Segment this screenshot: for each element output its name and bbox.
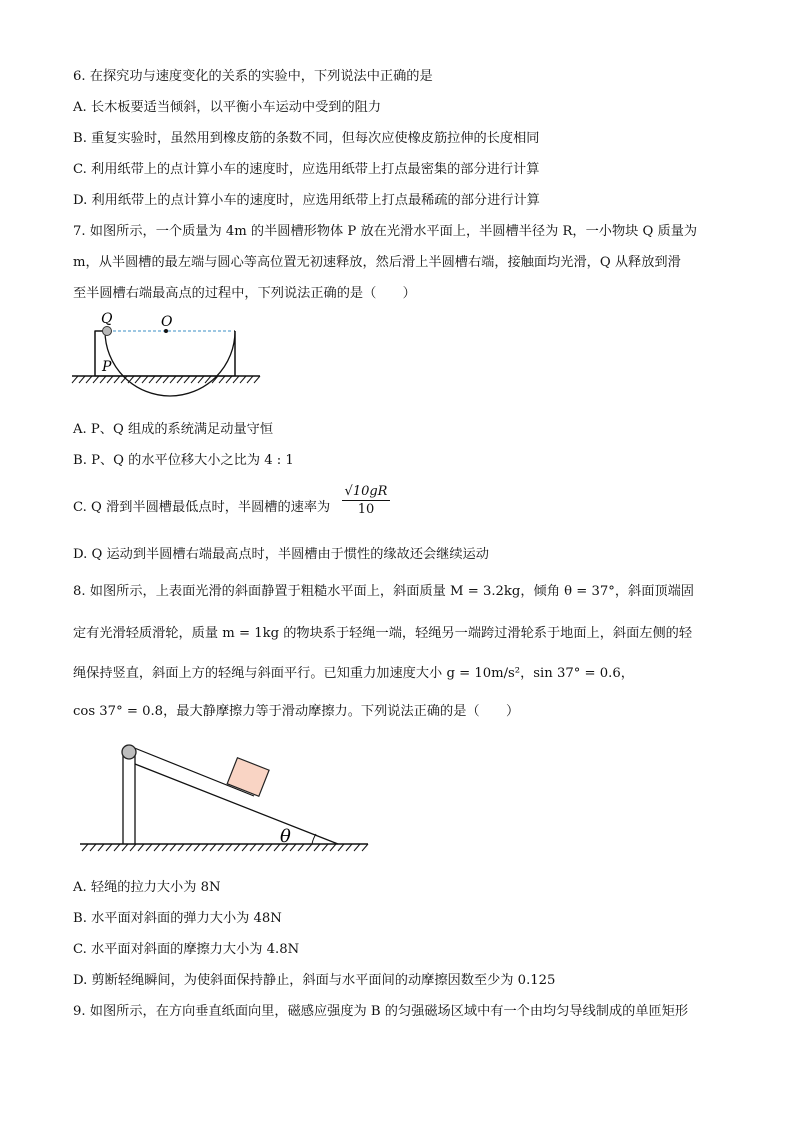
q8-option-b[interactable]: B. 水平面对斜面的弹力大小为 48N xyxy=(73,911,282,926)
ground-hatch-mark xyxy=(130,844,136,851)
q7-semicircle-trough-figure xyxy=(70,305,270,410)
ground-hatch-mark xyxy=(100,376,106,383)
q6-option-c[interactable]: C. 利用纸带上的点计算小车的速度时，应选用纸带上打点最密集的部分进行计算 xyxy=(73,162,540,177)
ground-hatch-mark xyxy=(226,844,232,851)
ground-hatch-mark xyxy=(186,844,192,851)
ground-hatch-mark xyxy=(184,376,190,383)
q8-stem-line-1: 8. 如图所示，上表面光滑的斜面静置于粗糙水平面上，斜面质量 M = 3.2kg，倾角 θ = 37°，斜面顶端固 xyxy=(73,584,694,599)
q6-option-d[interactable]: D. 利用纸带上的点计算小车的速度时，应选用纸带上打点最稀疏的部分进行计算 xyxy=(73,193,540,208)
ground-hatch-mark xyxy=(219,376,225,383)
ground-hatch-mark xyxy=(250,844,256,851)
q8-option-a[interactable]: A. 轻绳的拉力大小为 8N xyxy=(73,880,221,895)
ground-hatch-mark xyxy=(330,844,336,851)
q7-label-p: P xyxy=(102,359,112,375)
ground-hatch-mark xyxy=(354,844,360,851)
ground-hatch-mark xyxy=(98,844,104,851)
ground-hatch-mark xyxy=(163,376,169,383)
ground-hatch-mark xyxy=(82,844,88,851)
ground-hatch-mark xyxy=(226,376,232,383)
ground-hatch-mark xyxy=(170,376,176,383)
ground-hatch-mark xyxy=(93,376,99,383)
q7-option-b[interactable]: B. P、Q 的水平位移大小之比为 4 : 1 xyxy=(73,453,294,468)
q7-option-c[interactable]: C. Q 滑到半圆槽最低点时，半圆槽的速率为 xyxy=(73,500,331,515)
ground-hatch-mark xyxy=(142,376,148,383)
ground-hatch-mark xyxy=(156,376,162,383)
ground-hatch-mark xyxy=(298,844,304,851)
ground-hatch-mark xyxy=(306,844,312,851)
ground-hatch-mark xyxy=(266,844,272,851)
q7-stem-line-3: 至半圆槽右端最高点的过程中，下列说法正确的是（ ） xyxy=(73,286,416,301)
q8-label-theta: θ xyxy=(280,826,291,847)
ground-hatch-mark xyxy=(146,844,152,851)
q8-option-d[interactable]: D. 剪断轻绳瞬间，为使斜面保持静止，斜面与水平面间的动摩擦因数至少为 0.125 xyxy=(73,973,556,988)
ground-hatch-mark xyxy=(162,844,168,851)
ground-hatch-mark xyxy=(107,376,113,383)
ground-hatch-mark xyxy=(346,844,352,851)
ground-hatch-mark xyxy=(240,376,246,383)
q7-option-c-denominator: 10 xyxy=(357,502,375,517)
ground-hatch-mark xyxy=(218,844,224,851)
ground-hatch-mark xyxy=(114,376,120,383)
ground-hatch-mark xyxy=(338,844,344,851)
ground-hatch-mark xyxy=(247,376,253,383)
q8-stem-line-3: 绳保持竖直，斜面上方的轻绳与斜面平行。已知重力加速度大小 g = 10m/s²，sin 37° = 0.6， xyxy=(73,666,634,681)
q7-option-d[interactable]: D. Q 运动到半圆槽右端最高点时，半圆槽由于惯性的缘故还会继续运动 xyxy=(73,547,489,562)
ground-hatch-mark xyxy=(254,376,260,383)
ground-hatch-mark xyxy=(242,844,248,851)
ground-hatch-mark xyxy=(122,844,128,851)
q8-stem-line-4: cos 37° = 0.8，最大静摩擦力等于滑动摩擦力。下列说法正确的是（ ） xyxy=(73,704,520,719)
ground-hatch-mark xyxy=(258,844,264,851)
ground-hatch-mark xyxy=(170,844,176,851)
q7-label-q: Q xyxy=(101,311,113,327)
q7-stem-line-1: 7. 如图所示，一个质量为 4m 的半圆槽形物体 P 放在光滑水平面上，半圆槽半径为 R，一小物块 Q 质量为 xyxy=(73,224,698,239)
q7-stem-line-2: m，从半圆槽的最左端与圆心等高位置无初速释放，然后滑上半圆槽右端，接触面均光滑，Q 从释放到滑 xyxy=(73,255,681,270)
q8-stem-line-2: 定有光滑轻质滑轮，质量 m = 1kg 的物块系于轻绳一端，轻绳另一端跨过滑轮系于地面上，斜面左侧的轻 xyxy=(73,626,693,641)
q7-option-c-numerator: √10gR xyxy=(342,484,390,501)
ground-hatch-mark xyxy=(90,844,96,851)
q8-incline-pulley-figure xyxy=(76,738,376,860)
ground-hatch-mark xyxy=(314,844,320,851)
q7-option-a[interactable]: A. P、Q 组成的系统满足动量守恒 xyxy=(73,422,274,437)
q6-option-b[interactable]: B. 重复实验时，虽然用到橡皮筋的条数不同，但每次应使橡皮筋拉伸的长度相同 xyxy=(73,131,540,146)
ground-hatch-mark xyxy=(191,376,197,383)
q6-stem: 6. 在探究功与速度变化的关系的实验中，下列说法中正确的是 xyxy=(73,69,433,84)
ground-hatch-mark xyxy=(290,844,296,851)
q7-option-c-fraction xyxy=(342,484,390,517)
ground-hatch-mark xyxy=(138,844,144,851)
ground-hatch-mark xyxy=(198,376,204,383)
ground-hatch-mark xyxy=(135,376,141,383)
ground-hatch-mark xyxy=(114,844,120,851)
ground-hatch-mark xyxy=(194,844,200,851)
q6-option-a[interactable]: A. 长木板要适当倾斜，以平衡小车运动中受到的阻力 xyxy=(73,100,382,115)
ground-hatch-mark xyxy=(177,376,183,383)
q9-stem: 9. 如图所示，在方向垂直纸面向里，磁感应强度为 B 的匀强磁场区域中有一个由均匀导线制成的单匝矩形 xyxy=(73,1004,689,1019)
ground-hatch-mark xyxy=(233,376,239,383)
ground-hatch-mark xyxy=(202,844,208,851)
q7-label-o: O xyxy=(161,314,173,330)
ground-hatch-mark xyxy=(362,844,368,851)
ground-hatch-mark xyxy=(72,376,78,383)
ground-hatch-mark xyxy=(149,376,155,383)
ground-hatch-mark xyxy=(79,376,85,383)
ground-hatch-mark xyxy=(106,844,112,851)
q8-option-c[interactable]: C. 水平面对斜面的摩擦力大小为 4.8N xyxy=(73,942,300,957)
ground-hatch-mark xyxy=(234,844,240,851)
ground-hatch-mark xyxy=(322,844,328,851)
ground-hatch-mark xyxy=(154,844,160,851)
ground-hatch-mark xyxy=(86,376,92,383)
ground-hatch-mark xyxy=(210,844,216,851)
ground-hatch-mark xyxy=(178,844,184,851)
